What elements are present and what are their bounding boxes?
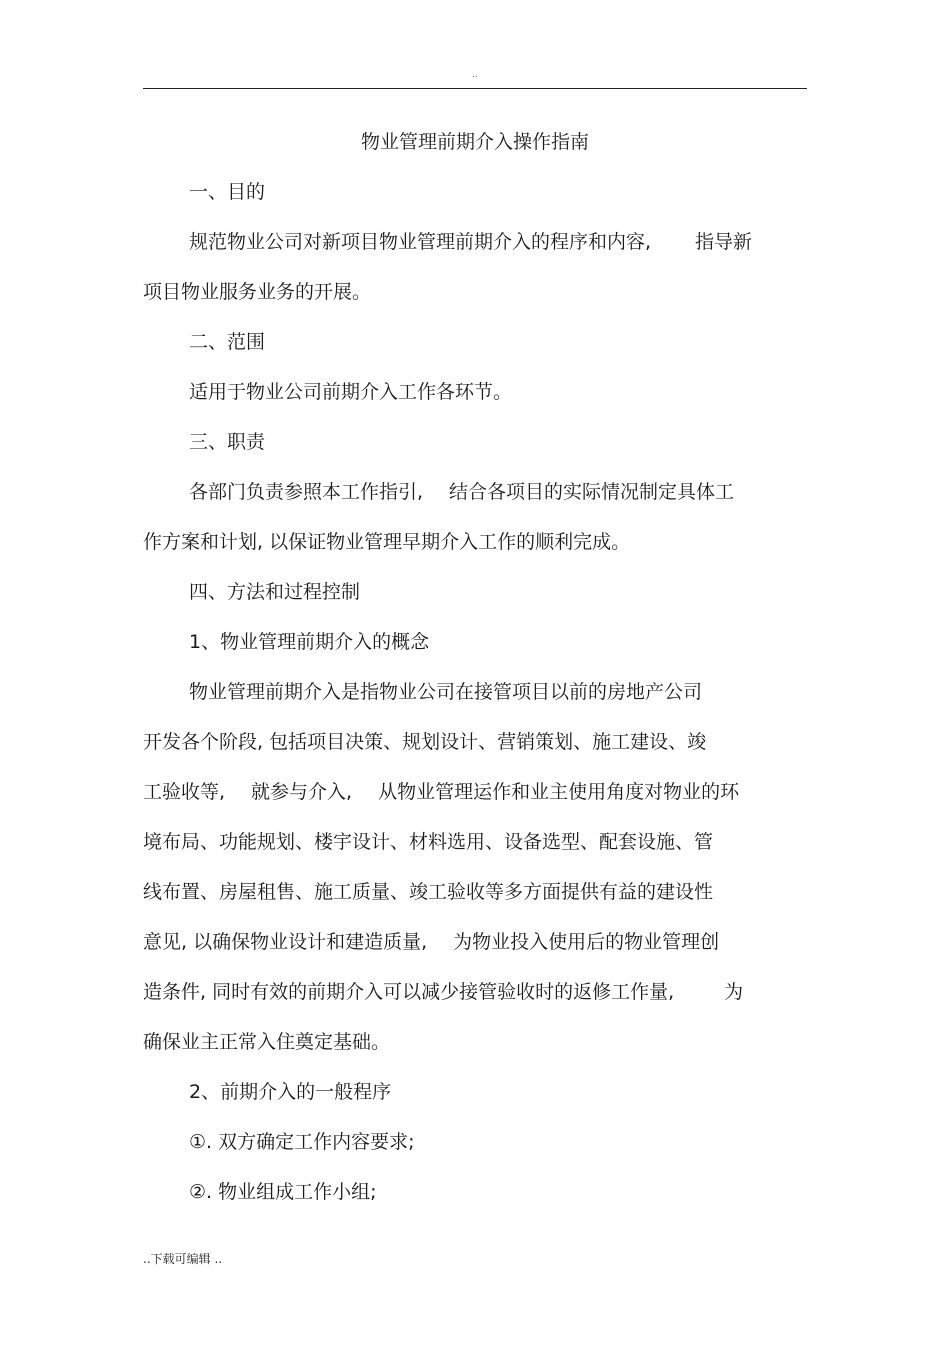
purpose-paragraph-line-2: 项目物业服务业务的开展。 [143,281,372,303]
subsection-heading-procedure: 2、前期介入的一般程序 [189,1081,392,1103]
text-run: 为物业投入使用后的物业管理创 [453,931,720,953]
text-run: 规范物业公司对新项目物业管理前期介入的程序和内容, [189,231,652,253]
purpose-paragraph-line-1 [189,228,752,256]
text-run: 就参与介入, [251,781,353,803]
concept-line-6 [143,928,719,956]
concept-line-5: 线布置、房屋租售、施工质量、竣工验收等多方面提供有益的建设性 [143,881,714,903]
text-run: 为 [724,981,744,1003]
section-heading-methods: 四、方法和过程控制 [189,581,361,603]
concept-line-2: 开发各个阶段, 包括项目决策、规划设计、营销策划、施工建设、竣 [143,731,707,753]
subsection-heading-concept: 1、物业管理前期介入的概念 [189,631,430,653]
text-run: 造条件, 同时有效的前期介入可以减少接管验收时的返修工作量, [143,981,675,1003]
header-mark: .. [472,70,478,80]
duties-paragraph-line-1 [189,478,734,506]
section-heading-purpose: 一、目的 [189,181,266,203]
duties-paragraph-line-2: 作方案和计划, 以保证物业管理早期介入工作的顺利完成。 [143,531,631,553]
header-rule [143,88,807,89]
text-run: 指导新 [695,231,753,253]
document-title: 物业管理前期介入操作指南 [360,131,589,153]
text-run: 工验收等, [143,781,226,803]
section-heading-scope: 二、范围 [189,331,266,353]
scope-paragraph: 适用于物业公司前期介入工作各环节。 [189,381,513,403]
procedure-item-1: ①. 双方确定工作内容要求; [189,1131,415,1153]
concept-line-1: 物业管理前期介入是指物业公司在接管项目以前的房地产公司 [189,681,703,703]
procedure-item-2: ②. 物业组成工作小组; [189,1181,377,1203]
text-run: 各部门负责参照本工作指引, [189,481,424,503]
concept-line-8: 确保业主正常入住奠定基础。 [143,1031,391,1053]
text-run: 从物业管理运作和业主使用角度对物业的环 [378,781,740,803]
concept-line-7 [143,978,743,1006]
concept-line-3 [143,778,739,806]
concept-line-4: 境布局、功能规划、楼宇设计、材料选用、设备选型、配套设施、管 [143,831,714,853]
footer-note: ..下载可编辑 .. [143,1252,223,1266]
text-run: 结合各项目的实际情况制定具体工 [449,481,735,503]
text-run: 意见, 以确保物业设计和建造质量, [143,931,428,953]
section-heading-duties: 三、职责 [189,431,266,453]
